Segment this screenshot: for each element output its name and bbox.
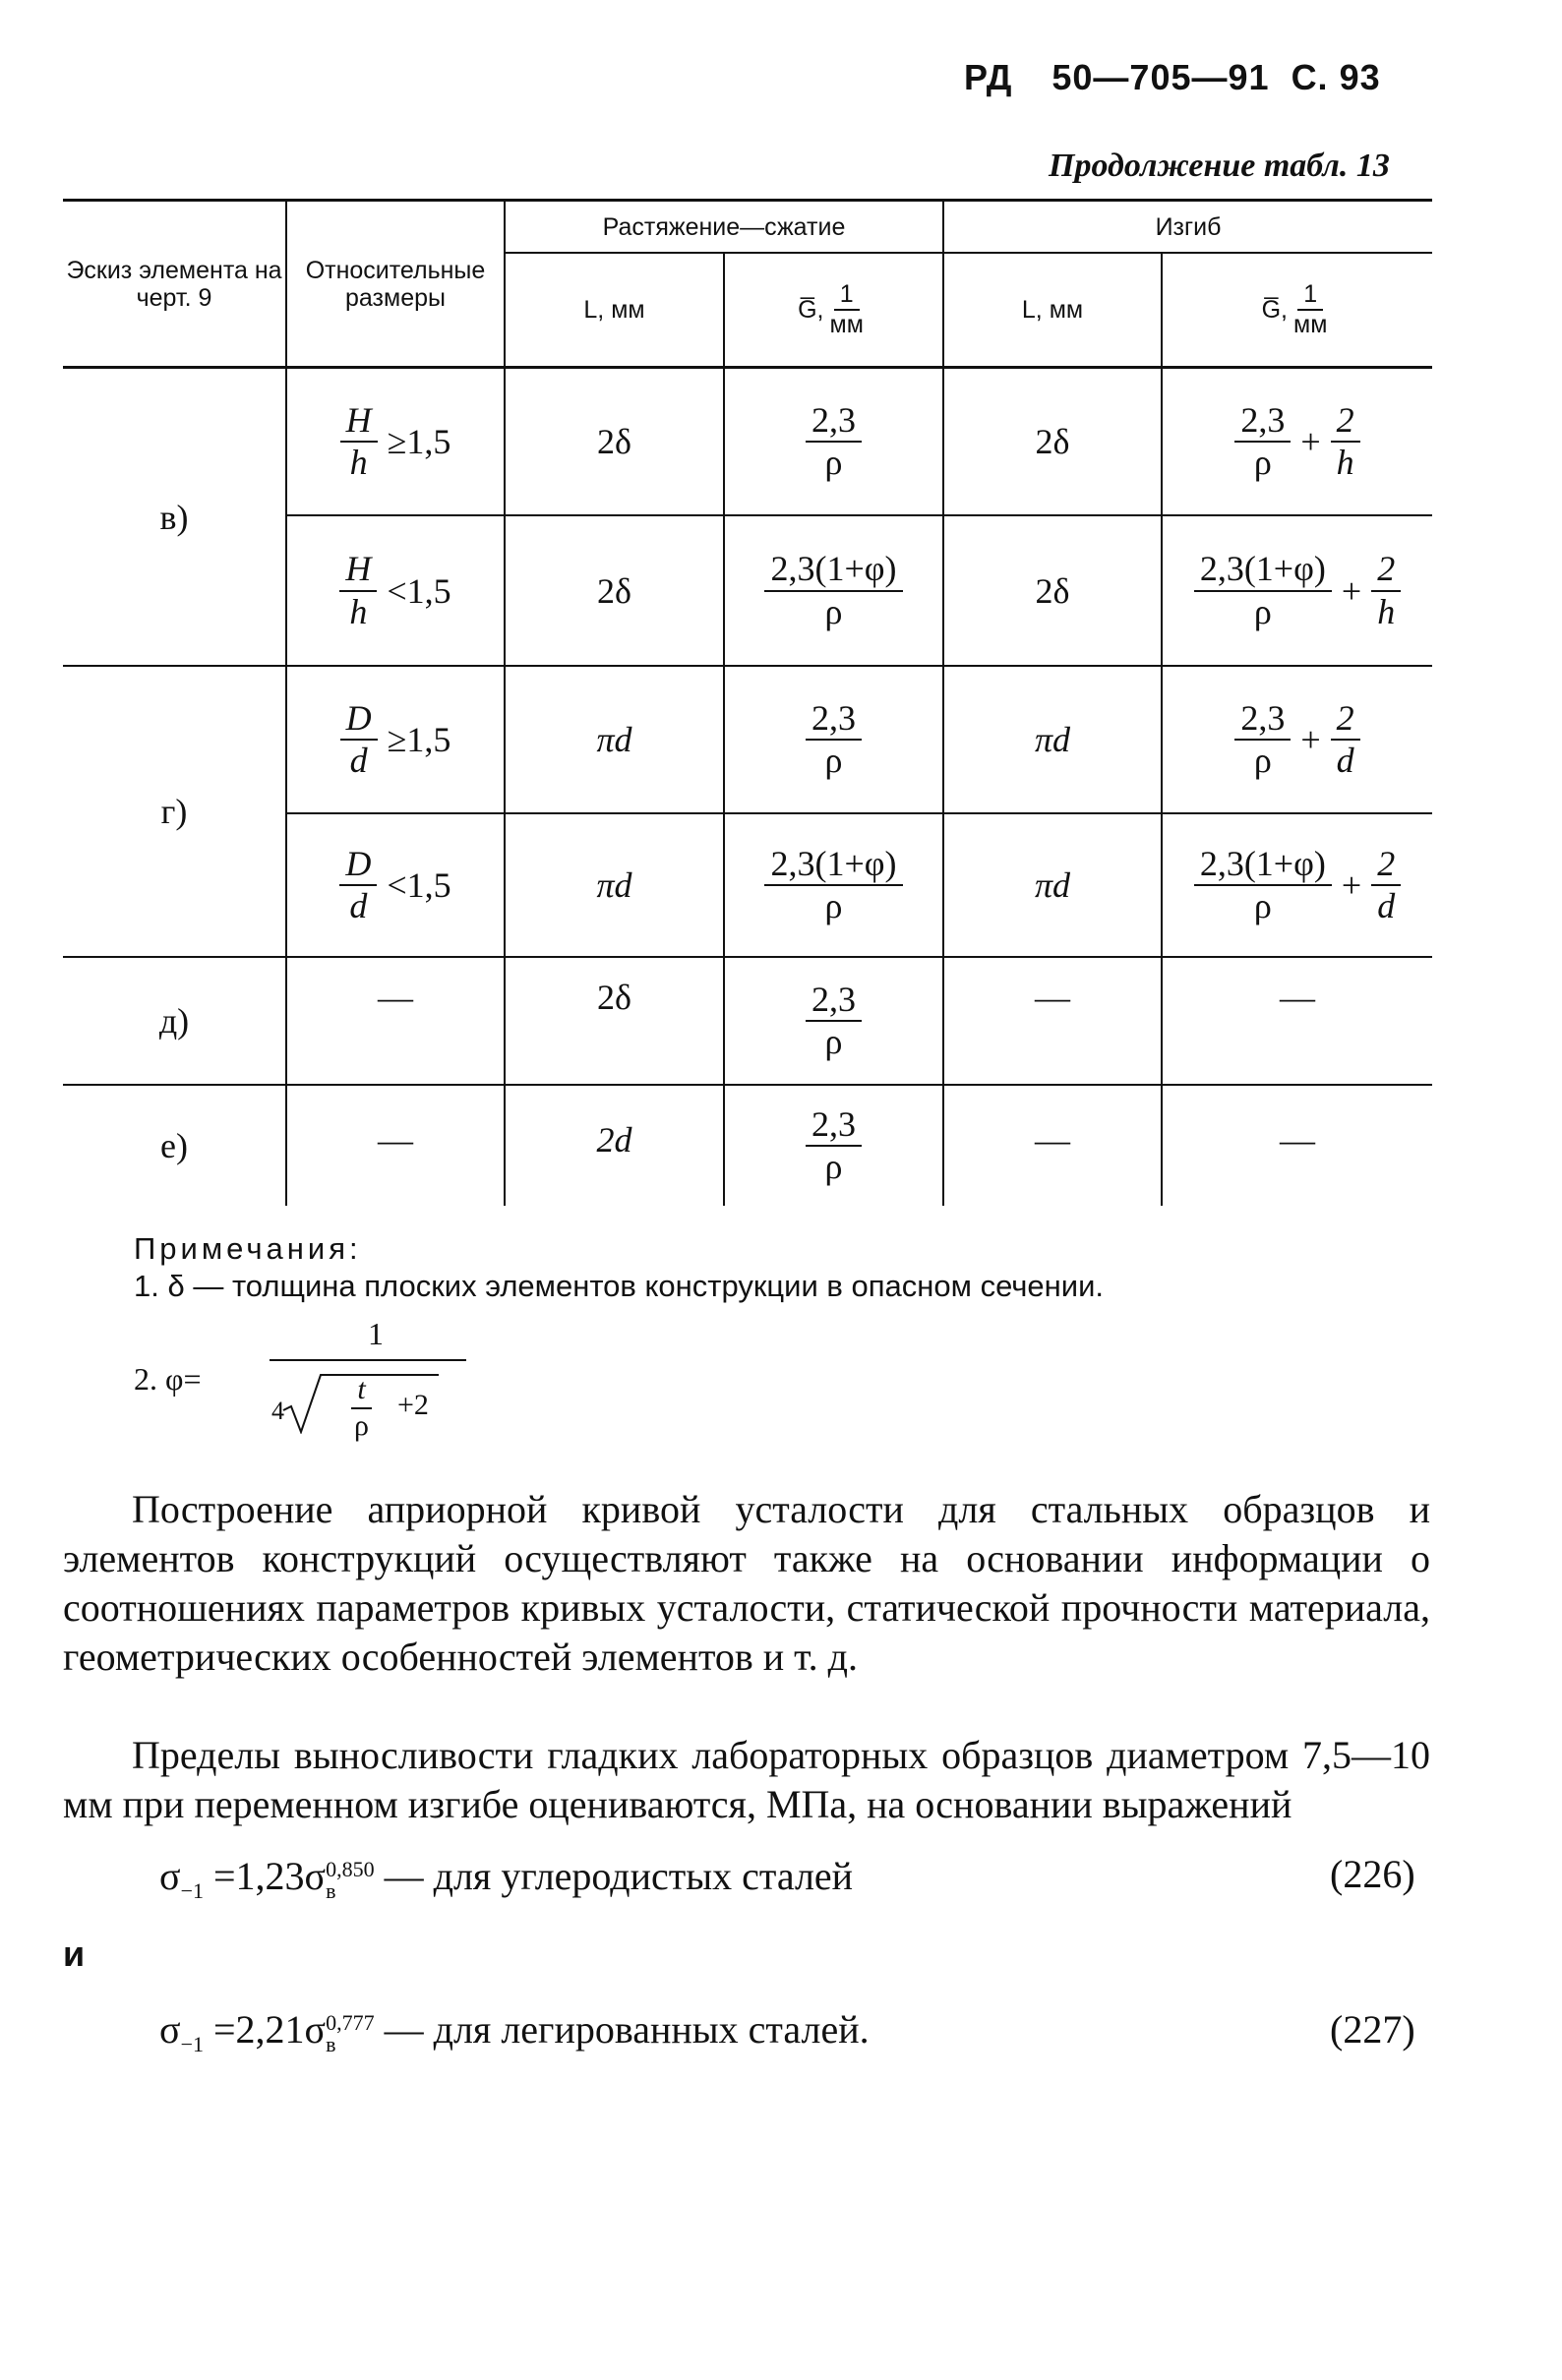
equation-number-227: (227) bbox=[1330, 2007, 1415, 2052]
L-bending: 2δ bbox=[1035, 570, 1070, 611]
header-bending: Изгиб bbox=[1155, 212, 1222, 241]
G-tension: $\frac{2,3(1+\varphi)}{\rho}$ bbox=[725, 814, 942, 956]
G-tension: $\frac{2,3(1+\varphi)}{\rho}$ bbox=[725, 516, 942, 665]
L-tension: 2d bbox=[596, 1120, 632, 1160]
sketch-label: в) bbox=[159, 497, 189, 537]
notes-title: Примечания: bbox=[134, 1231, 362, 1266]
header-relative-sizes: Относительные размеры bbox=[305, 256, 486, 312]
G-tension: $\frac{2,3}{\rho}$ bbox=[725, 1086, 942, 1206]
sketch-label: г) bbox=[160, 792, 188, 831]
relative-size: $\frac{D}{d}$ ≥1,5 bbox=[287, 667, 504, 812]
page-header bbox=[964, 57, 1381, 98]
header-G-bending: G̅, $\frac{1}{мм}$ bbox=[1261, 280, 1328, 338]
relative-size: $\frac{D}{d}$ <1,5 bbox=[287, 814, 504, 956]
L-bending: — bbox=[1035, 1120, 1070, 1160]
G-bending: $\frac{2,3(1+\varphi)}{\rho}$ + $\frac{2}{d}$ bbox=[1163, 814, 1432, 956]
L-tension: 2δ bbox=[597, 422, 631, 461]
paragraph-2: Пределы выносливости гладких лабораторных образцов диаметром 7,5—10 мм при переменном изгибе оцениваются, МПа, на основании выражений bbox=[63, 1733, 1430, 1826]
L-bending: πd bbox=[1034, 865, 1071, 905]
L-bending: πd bbox=[1034, 720, 1071, 759]
equation-226: $\sigma_{-1} =1,23\sigma$ 0,850 в — для углеродистых сталей bbox=[159, 1854, 854, 1903]
G-bending: — bbox=[1280, 978, 1315, 1017]
L-tension: πd bbox=[596, 865, 632, 905]
doc-number: 50—705—91 bbox=[1051, 57, 1270, 97]
L-tension: 2δ bbox=[597, 978, 631, 1017]
conjunction: и bbox=[63, 1934, 86, 1974]
G-tension: $\frac{2,3}{\rho}$ bbox=[725, 958, 942, 1084]
L-tension: 2δ bbox=[597, 570, 631, 611]
equation-227: $\sigma_{-1} =2,21\sigma$ 0,777 в — для легированных сталей. bbox=[159, 2007, 870, 2056]
L-bending: — bbox=[1035, 978, 1070, 1017]
G-tension: $\frac{2,3}{\rho}$ bbox=[725, 667, 942, 812]
G-bending: $\frac{2,3(1+\varphi)}{\rho}$ + $\frac{2}{h}$ bbox=[1163, 516, 1432, 665]
relative-size: $\frac{H}{h}$ <1,5 bbox=[287, 516, 504, 665]
table-continuation-caption: Продолжение табл. 13 bbox=[1049, 148, 1390, 184]
G-bending: $\frac{2,3}{\rho}$ + $\frac{2}{h}$ bbox=[1163, 369, 1432, 514]
L-tension: πd bbox=[596, 720, 632, 759]
L-bending: 2δ bbox=[1035, 422, 1070, 461]
G-tension: $\frac{2,3}{\rho}$ bbox=[725, 369, 942, 514]
sketch-label: е) bbox=[160, 1126, 188, 1165]
G-bending: — bbox=[1280, 1120, 1315, 1160]
paragraph-1: Построение априорной кривой усталости для стальных образцов и элементов конструкций осуществляют также на основании информации о соотношениях параметров кривых усталости, статической прочности материала, геометрических особенностей элементов и т. д. bbox=[63, 1487, 1430, 1679]
header-G-tension: G̅, $\frac{1}{мм}$ bbox=[798, 280, 864, 338]
header-L-bending: L, мм bbox=[1021, 296, 1084, 324]
fraction-bar bbox=[270, 1359, 466, 1361]
header-tension: Растяжение—сжатие bbox=[602, 212, 846, 241]
note-1: 1. δ — толщина плоских элементов конструкции в опасном сечении. bbox=[134, 1269, 1105, 1303]
header-sketch: Эскиз элемента на черт. 9 bbox=[66, 256, 282, 312]
page-number: С. 93 bbox=[1291, 57, 1381, 97]
G-bending: $\frac{2,3}{\rho}$ + $\frac{2}{d}$ bbox=[1163, 667, 1432, 812]
relative-size: — bbox=[378, 1120, 413, 1160]
sketch-label: д) bbox=[158, 1001, 190, 1041]
doc-code: РД bbox=[964, 57, 1013, 97]
relative-size: — bbox=[378, 978, 413, 1017]
header-L-tension: L, мм bbox=[583, 296, 645, 324]
relative-size: $\frac{H}{h}$ ≥1,5 bbox=[287, 369, 504, 514]
equation-number-226: (226) bbox=[1330, 1852, 1415, 1896]
note-2-formula: 2. φ= 1 4 $\frac{t}{\rho}$ +2 bbox=[134, 1316, 527, 1444]
